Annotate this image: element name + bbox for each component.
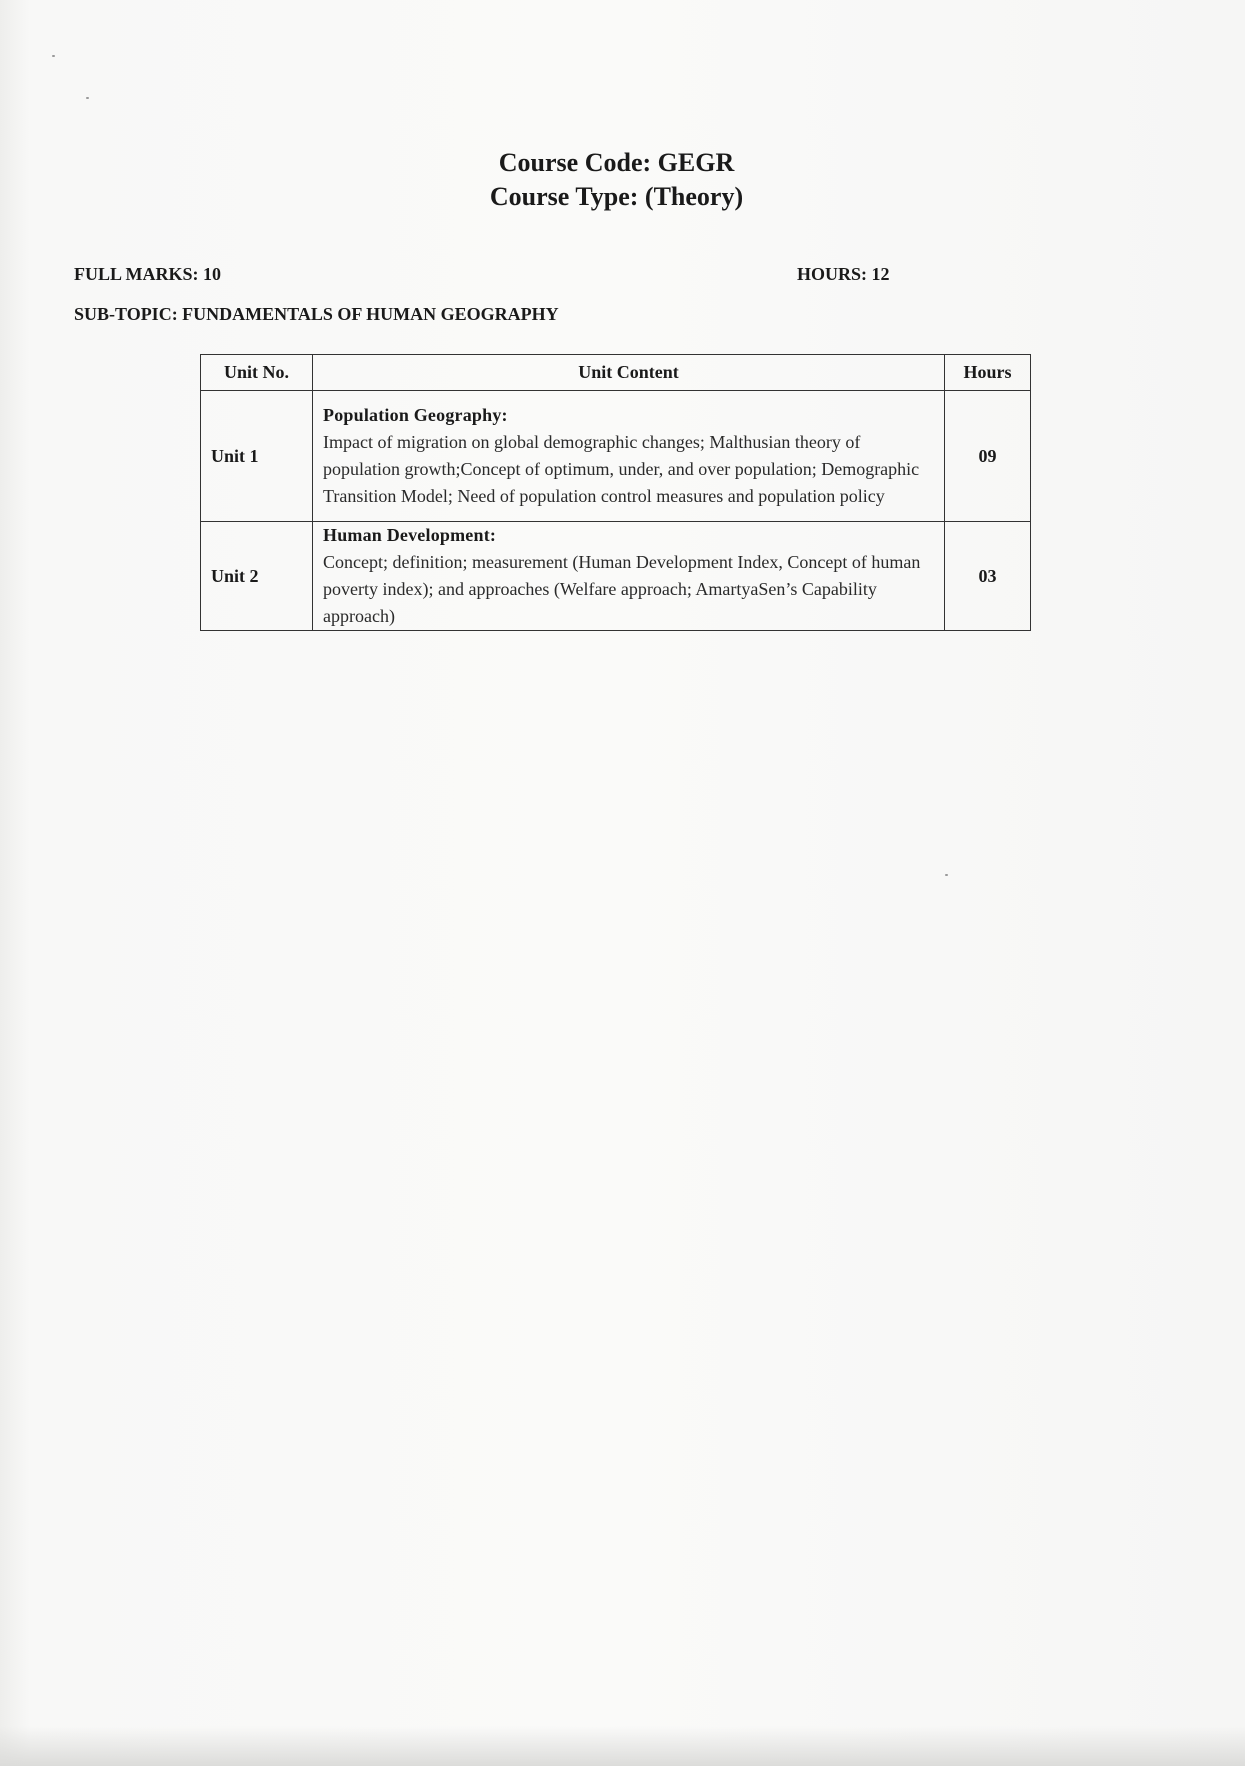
- table-row: [201, 391, 1031, 522]
- unit-heading: Human Development:: [323, 525, 497, 545]
- unit-hours-cell: 09: [945, 391, 1031, 522]
- scan-edge-shadow: [0, 1726, 1245, 1766]
- unit-heading: Population Geography:: [323, 405, 508, 425]
- sub-topic: SUB-TOPIC: FUNDAMENTALS OF HUMAN GEOGRAPHY: [74, 304, 559, 324]
- scan-speck: [52, 55, 55, 57]
- full-marks: FULL MARKS: 10: [74, 264, 222, 284]
- header-unit-no: Unit No.: [201, 355, 313, 391]
- table-row: [201, 522, 1031, 631]
- course-title-block: [0, 146, 1233, 214]
- course-code: Course Code: GEGR: [498, 148, 735, 177]
- table-header-row: [201, 355, 1031, 391]
- header-unit-content: Unit Content: [313, 355, 945, 391]
- scan-speck: [945, 874, 948, 876]
- unit-content-cell: [313, 391, 945, 522]
- unit-content-cell: [313, 522, 945, 631]
- scan-speck: [86, 97, 89, 99]
- header-hours: Hours: [945, 355, 1031, 391]
- units-table: [200, 354, 1031, 631]
- unit-hours-cell: 03: [945, 522, 1031, 631]
- unit-number-cell: Unit 2: [201, 522, 313, 631]
- course-type: Course Type: (Theory): [489, 182, 744, 211]
- unit-description: Impact of migration on global demographic changes; Malthusian theory of population growth;Concept of optimum, under, and over population; Demographic Transition Model; Need of population control measures and population policy: [323, 432, 920, 506]
- unit-description: Concept; definition; measurement (Human Development Index, Concept of human poverty index); and approaches (Welfare approach; AmartyaSen’s Capability approach): [323, 552, 921, 626]
- total-hours: HOURS: 12: [797, 264, 890, 284]
- unit-number-cell: Unit 1: [201, 391, 313, 522]
